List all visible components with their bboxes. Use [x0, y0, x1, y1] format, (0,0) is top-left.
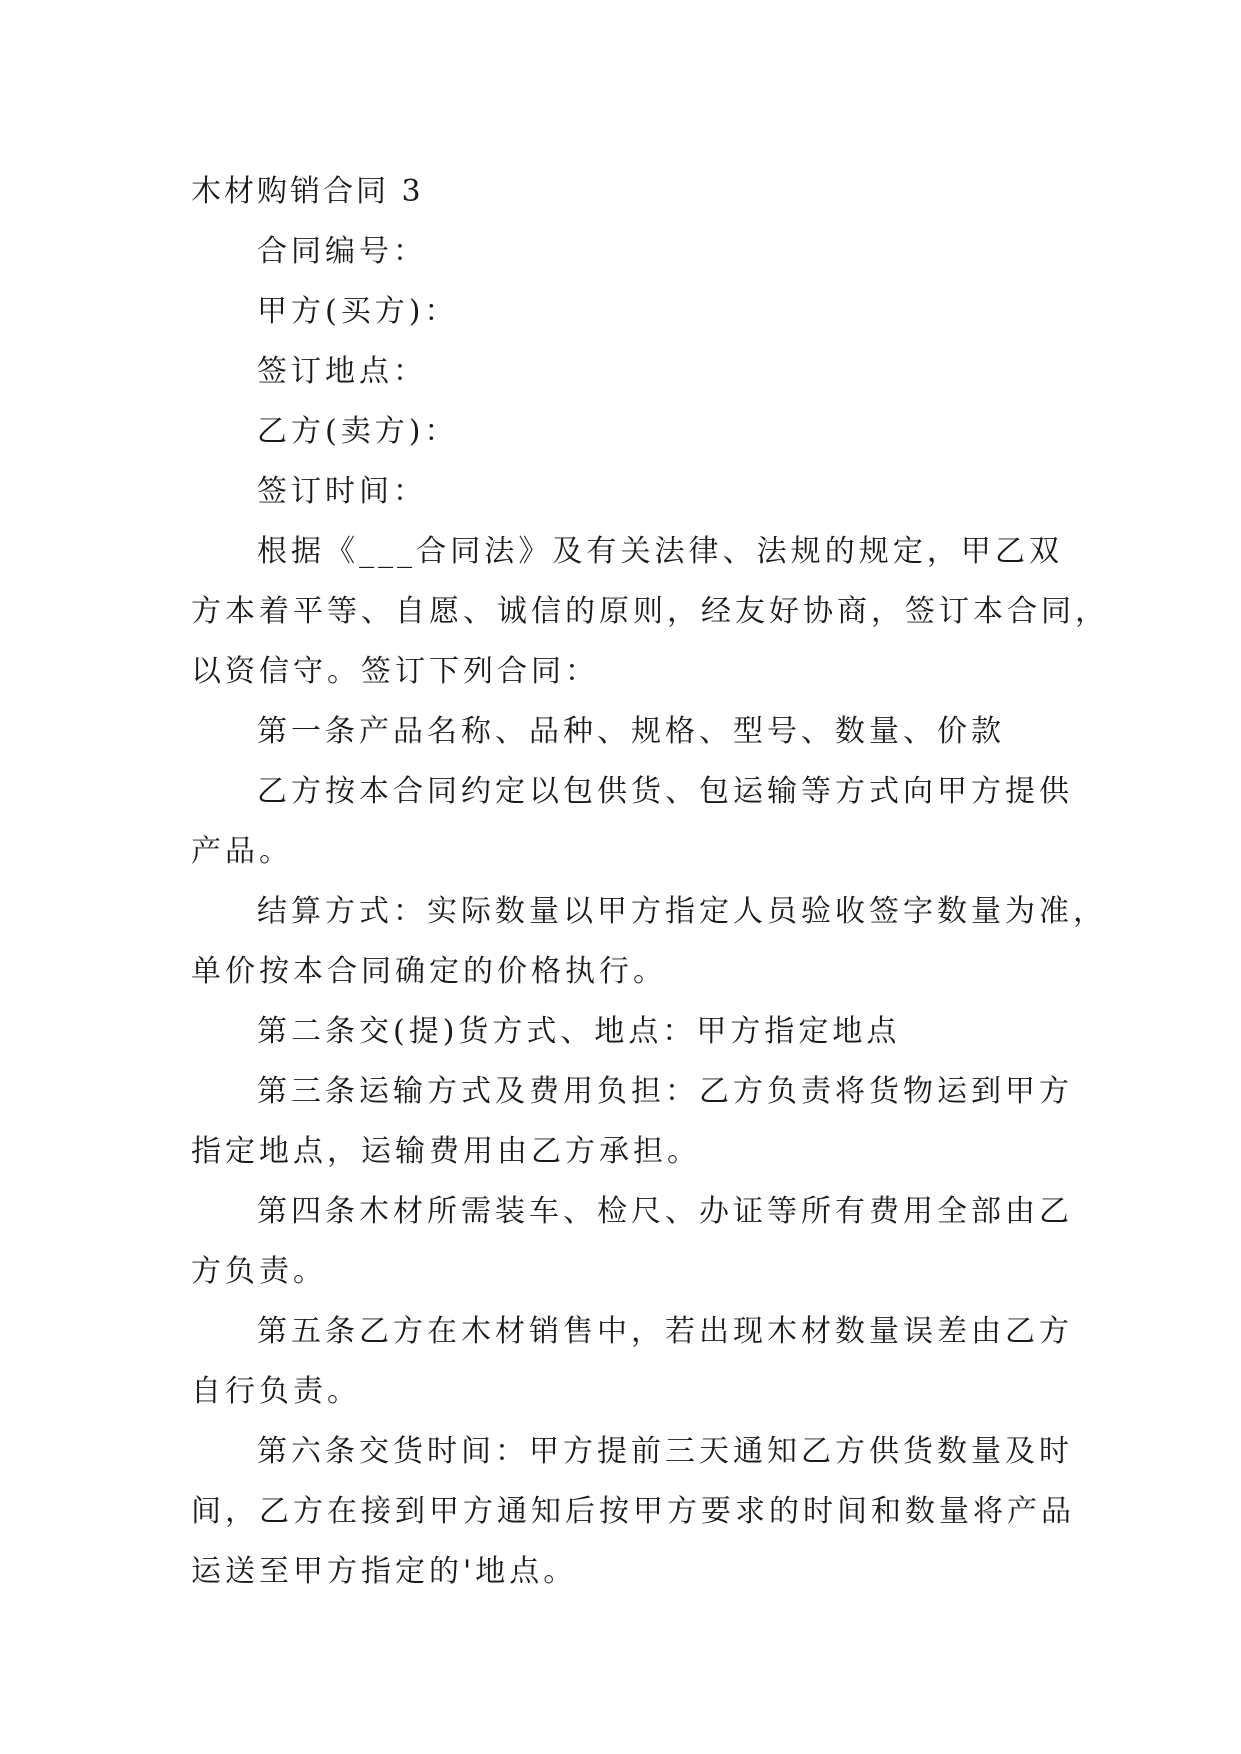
sign-place-field: 签订地点： — [257, 354, 427, 389]
article-4-line: 第四条木材所需装车、检尺、办证等所有费用全部由乙 — [257, 1194, 1073, 1229]
article-3-line: 第三条运输方式及费用负担：乙方负责将货物运到甲方 — [257, 1074, 1073, 1109]
party-b-field: 乙方(卖方)： — [257, 414, 459, 449]
preamble-line: 以资信守。签订下列合同： — [191, 654, 599, 689]
preamble-line: 方本着平等、自愿、诚信的原则，经友好协商，签订本合同， — [191, 594, 1109, 629]
document-title: 木材购销合同 3 — [191, 174, 424, 209]
article-5-line: 第五条乙方在木材销售中，若出现木材数量误差由乙方 — [257, 1314, 1073, 1349]
contract-number-field: 合同编号： — [257, 234, 427, 269]
article-4-line: 方负责。 — [191, 1254, 327, 1289]
party-a-field: 甲方(买方)： — [257, 294, 459, 329]
article-3-line: 指定地点，运输费用由乙方承担。 — [191, 1134, 701, 1169]
article-6-line: 运送至甲方指定的'地点。 — [191, 1554, 578, 1589]
article-6-line: 第六条交货时间：甲方提前三天通知乙方供货数量及时 — [257, 1434, 1073, 1469]
article-5-line: 自行负责。 — [191, 1374, 361, 1409]
article-1-line: 产品。 — [191, 834, 293, 869]
settlement-line: 单价按本合同确定的价格执行。 — [191, 954, 667, 989]
article-1-title: 第一条产品名称、品种、规格、型号、数量、价款 — [257, 714, 1005, 749]
contract-page — [191, 162, 1109, 1602]
sign-time-field: 签订时间： — [257, 474, 427, 509]
preamble-line: 根据《___合同法》及有关法律、法规的规定，甲乙双 — [257, 534, 1063, 569]
settlement-line: 结算方式：实际数量以甲方指定人员验收签字数量为准， — [257, 894, 1107, 929]
article-1-line: 乙方按本合同约定以包供货、包运输等方式向甲方提供 — [257, 774, 1073, 809]
article-6-line: 间，乙方在接到甲方通知后按甲方要求的时间和数量将产品 — [191, 1494, 1075, 1529]
article-2: 第二条交(提)货方式、地点：甲方指定地点 — [257, 1014, 901, 1049]
